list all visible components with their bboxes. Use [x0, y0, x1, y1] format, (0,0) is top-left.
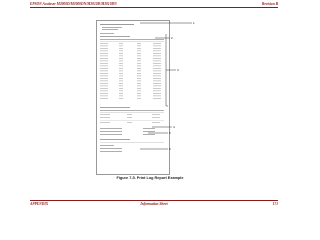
callout-2: 2 — [171, 36, 173, 40]
page-footer — [30, 200, 278, 209]
callout-6: 6 — [169, 147, 171, 151]
footer-rule — [30, 200, 278, 201]
callout-1: 1 — [193, 21, 195, 25]
header-revision: Revision B — [261, 2, 278, 6]
callout-4: 4 — [173, 125, 175, 129]
footer-page-number: 171 — [272, 202, 278, 206]
header-manual-title: EPSON Aculaser M2000D/M2000DN/M2010D/M2010DN — [30, 2, 117, 6]
callout-3: 3 — [177, 68, 179, 72]
footer-section: Information Sheet — [140, 202, 168, 206]
footer-chapter: APPENDIX — [30, 202, 49, 206]
figure-caption: Figure 7-5. Print Log Report Example — [116, 176, 184, 180]
callout-5: 5 — [169, 131, 171, 135]
